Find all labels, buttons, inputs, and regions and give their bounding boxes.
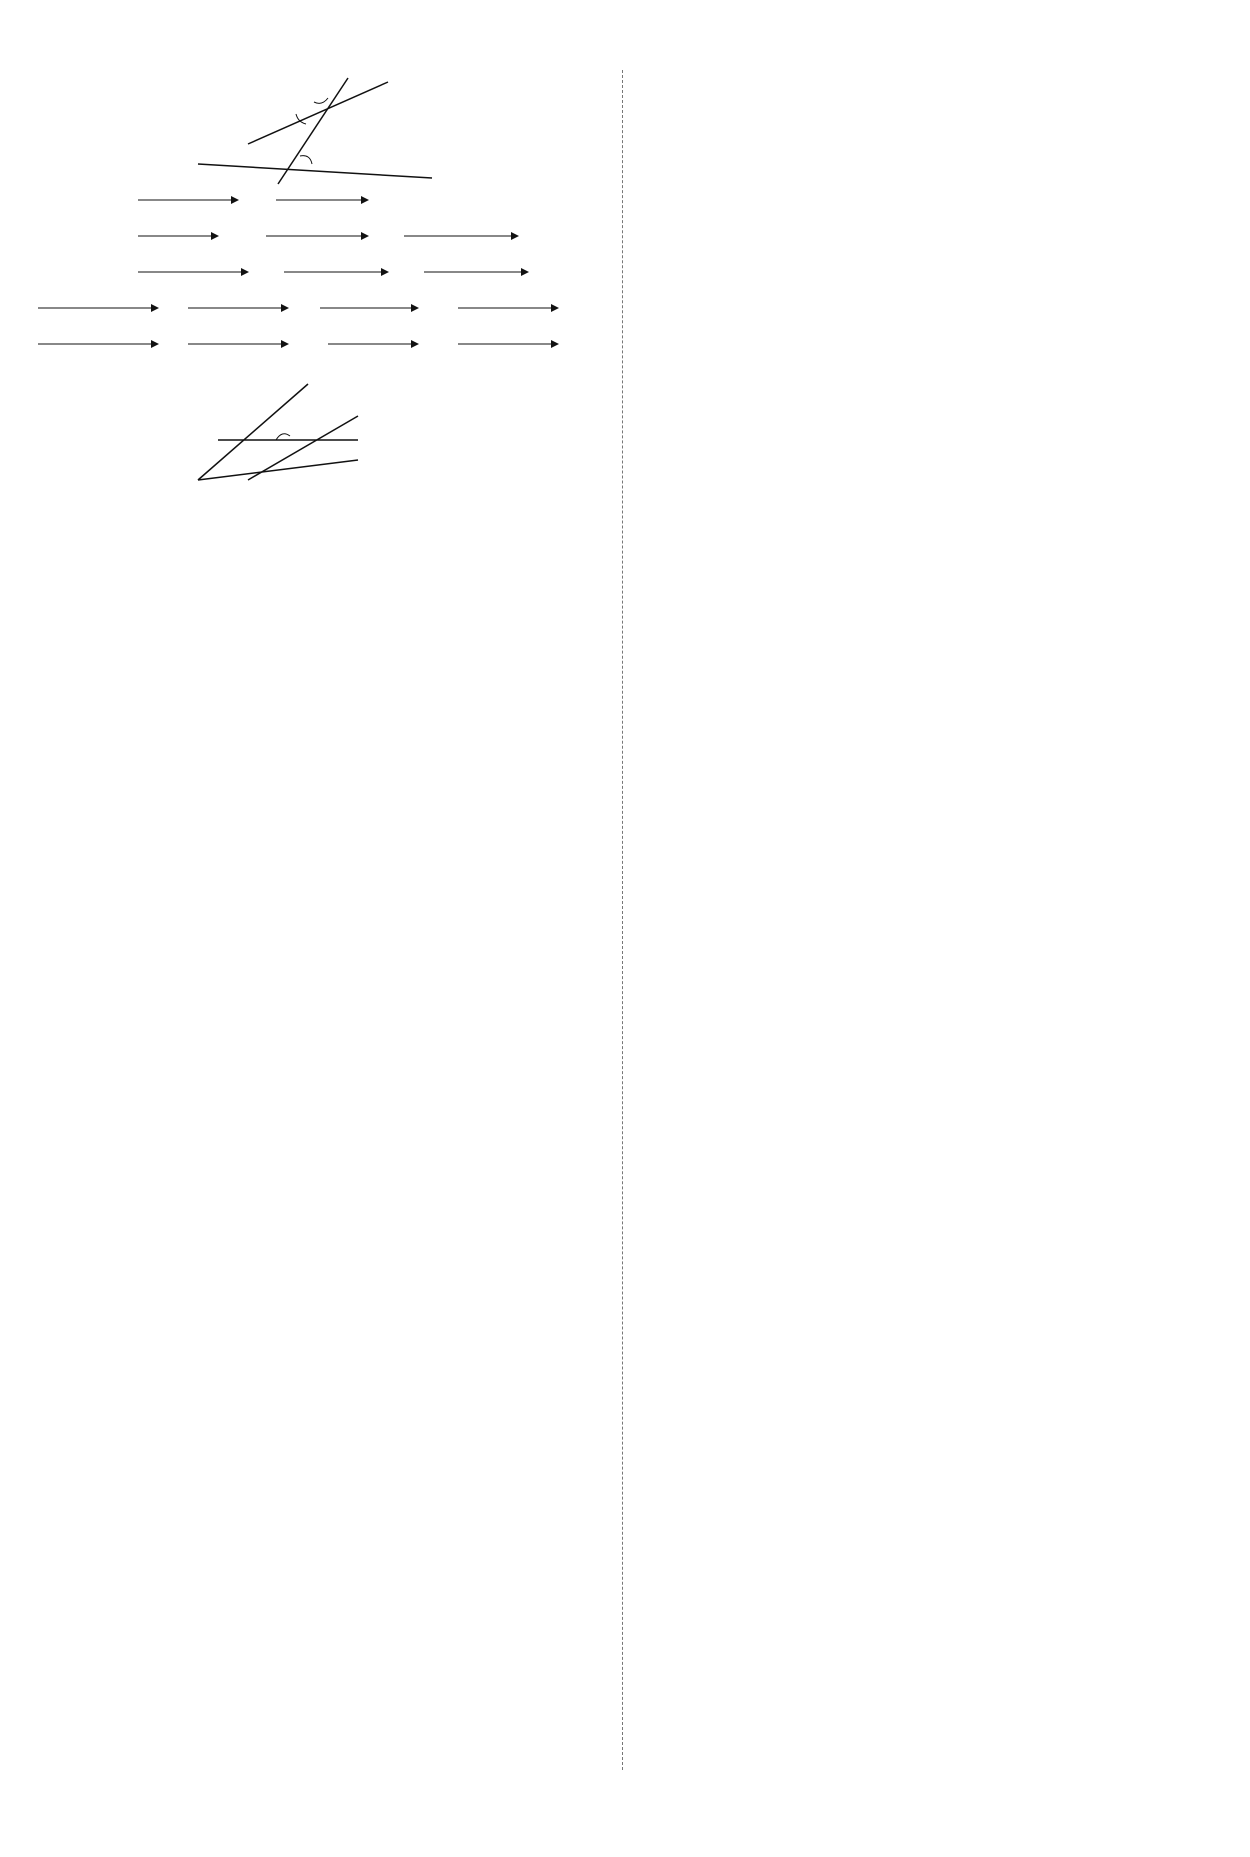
figure-line <box>248 82 388 144</box>
angle-arc <box>276 434 290 440</box>
figure-line <box>198 164 432 178</box>
figure-line <box>278 78 348 184</box>
figure-line <box>198 384 308 480</box>
figure-q12 <box>188 68 448 186</box>
figure-q13-chains <box>38 186 598 366</box>
figure-line <box>248 416 358 480</box>
column-divider <box>622 70 623 1770</box>
figure-q8 <box>168 376 468 494</box>
left-column <box>38 62 598 500</box>
right-column <box>646 62 1206 68</box>
angle-arc <box>300 156 312 164</box>
angle-arc <box>314 98 328 103</box>
